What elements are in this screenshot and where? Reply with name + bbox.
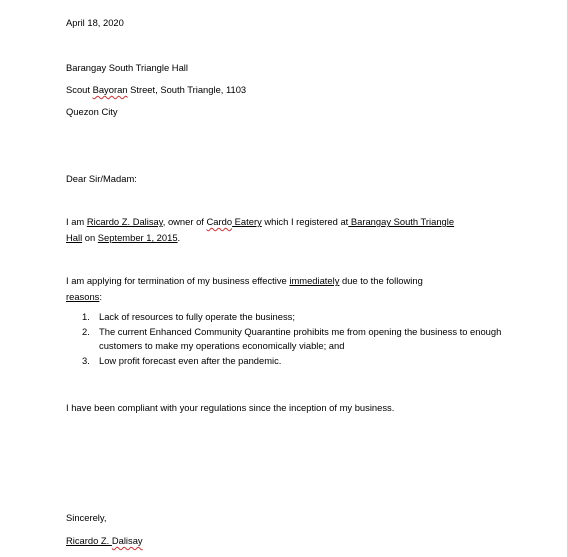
letter-date: April 18, 2020 xyxy=(66,17,124,28)
registration-date: September 1, 2015 xyxy=(97,232,178,243)
owner-name: Ricardo Z. Dalisay xyxy=(86,216,163,227)
paragraph-2-line-2: reasons: xyxy=(66,291,102,302)
list-item: 2. The current Enhanced Community Quarantine prohibits me from opening the business to enough customers to make my operations economically viable; and xyxy=(82,325,502,351)
business-name: Cardo xyxy=(206,216,233,227)
paragraph-2-line-1: I am applying for termination of my business effective immediately due to the following xyxy=(66,275,423,286)
spelling-flag-dalisay: Dalisay xyxy=(111,535,143,546)
reasons-list xyxy=(82,310,522,368)
list-item: 3. Low profit forecast even after the pandemic. xyxy=(82,354,282,366)
registration-hall: Barangay South Triangle xyxy=(348,216,455,227)
salutation: Dear Sir/Madam: xyxy=(66,173,137,184)
closing: Sincerely, xyxy=(66,512,107,523)
recipient-line-2: Scout Bayoran Street, South Triangle, 1103 xyxy=(66,84,247,95)
paragraph-3: I have been compliant with your regulations since the inception of my business. xyxy=(66,402,395,413)
spelling-flag-bayoran: Bayoran xyxy=(92,84,128,95)
effective-word: immediately xyxy=(289,275,340,286)
paragraph-1-line-2: Hall on September 1, 2015. xyxy=(66,232,181,243)
paragraph-1-line-1: I am Ricardo Z. Dalisay, owner of Cardo Eatery which I registered at Barangay South Triangle xyxy=(66,216,455,227)
signature-name: Ricardo Z. Dalisay xyxy=(66,535,143,546)
list-item: 1. Lack of resources to fully operate the business; xyxy=(82,311,295,322)
recipient-line-3: Quezon City xyxy=(66,106,118,117)
recipient-line-1: Barangay South Triangle Hall xyxy=(66,62,188,73)
